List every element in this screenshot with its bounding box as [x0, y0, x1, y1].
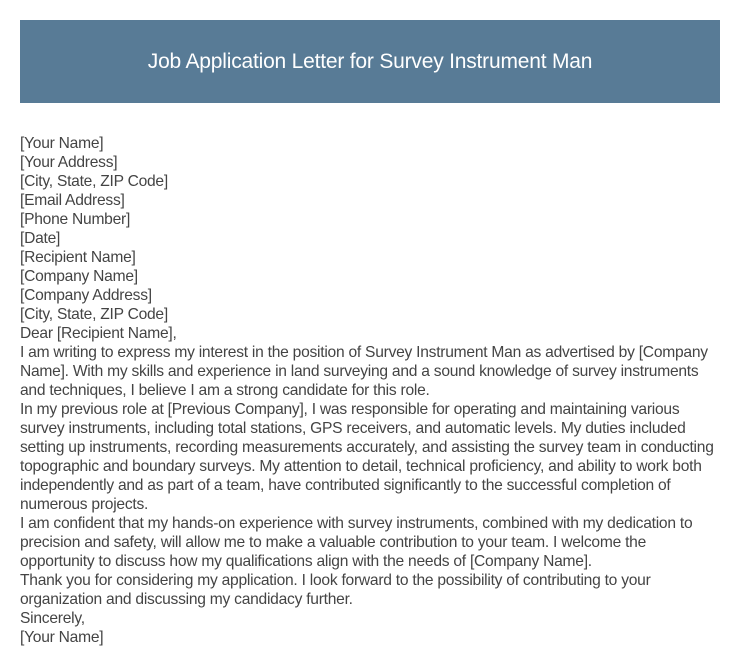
sender-city-state-zip: [City, State, ZIP Code] [20, 173, 168, 190]
page-title: Job Application Letter for Survey Instrument Man [147, 49, 593, 73]
letter-body [20, 134, 724, 647]
paragraph-experience: In my previous role at [Previous Company], I was responsible for operating and maintaining various survey instruments, including total stations, GPS receivers, and automatic levels. My duties included setting up instruments, recording measurements accurately, and assisting the survey team in conducting topographic and boundary surveys. My attention to detail, technical proficiency, and ability to work both independently and as part of a team, have contributed significantly to the successful completion of numerous projects. [20, 401, 714, 513]
recipient-company-address: [Company Address] [20, 287, 152, 304]
paragraph-intro: I am writing to express my interest in the position of Survey Instrument Man as advertised by [Company Name]. With my skills and experience in land surveying and a sound knowledge of survey instruments and techniques, I believe I am a strong candidate for this role. [20, 344, 708, 399]
recipient-company: [Company Name] [20, 268, 138, 285]
sender-phone: [Phone Number] [20, 211, 131, 228]
title-banner [20, 20, 720, 103]
recipient-city-state-zip: [City, State, ZIP Code] [20, 306, 168, 323]
sender-address: [Your Address] [20, 154, 118, 171]
salutation: Dear [Recipient Name], [20, 325, 177, 342]
sender-name: [Your Name] [20, 135, 104, 152]
closing: Sincerely, [20, 610, 85, 627]
signature: [Your Name] [20, 629, 104, 646]
paragraph-thanks: Thank you for considering my application. I look forward to the possibility of contributing to your organization and discussing my candidacy further. [20, 572, 651, 608]
letter-date: [Date] [20, 230, 61, 247]
recipient-name: [Recipient Name] [20, 249, 136, 266]
sender-email: [Email Address] [20, 192, 125, 209]
paragraph-confidence: I am confident that my hands-on experience with survey instruments, combined with my dedication to precision and safety, will allow me to make a valuable contribution to your team. I welcome the opportunity to discuss how my qualifications align with the needs of [Company Name]. [20, 515, 693, 570]
